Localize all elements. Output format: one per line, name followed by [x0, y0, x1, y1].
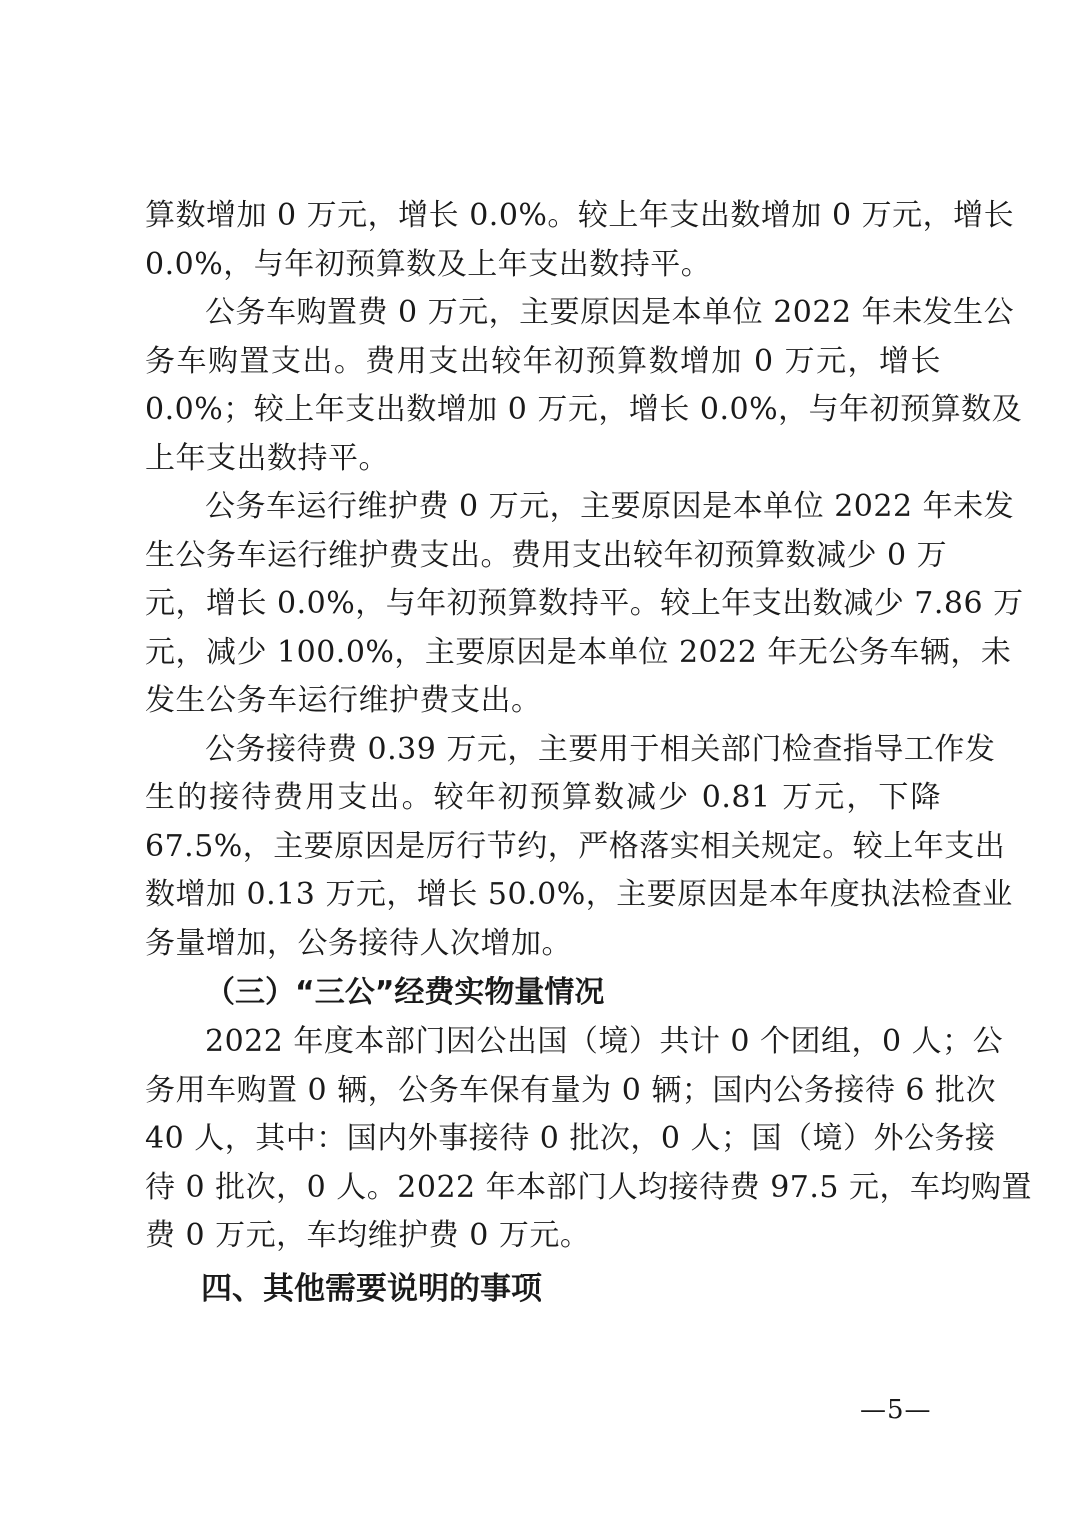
page-number: —5—	[860, 1395, 932, 1425]
text-line: 40 人，其中：国内外事接待 0 批次，0 人；国（境）外公务接	[145, 1121, 996, 1156]
paragraph-car-budget-summary	[145, 192, 1015, 289]
text-line: 生公务车运行维护费支出。费用支出较年初预算数减少 0 万	[145, 537, 948, 573]
paragraph-car-purchase	[145, 289, 1023, 483]
section-heading: 四、其他需要说明的事项	[201, 1270, 542, 1307]
text-line: 发生公务车运行维护费支出。	[145, 683, 542, 718]
paragraph-car-maintenance	[145, 483, 1024, 726]
text-line: 0.0%；较上年支出数增加 0 万元，增长 0.0%，与年初预算数及	[145, 392, 1023, 427]
text-line: 公务接待费 0.39 万元，主要用于相关部门检查指导工作发	[205, 731, 996, 767]
text-line: 待 0 批次，0 人。2022 年本部门人均接待费 97.5 元，车均购置	[145, 1169, 1033, 1205]
paragraph-physical-quantity	[145, 1018, 1033, 1261]
text-line: 算数增加 0 万元，增长 0.0%。较上年支出数增加 0 万元，增长	[145, 198, 1015, 233]
text-line: 公务车购置费 0 万元，主要原因是本单位 2022 年未发生公	[205, 295, 1015, 330]
text-line: 0.0%，与年初预算数及上年支出数持平。	[145, 246, 712, 282]
text-line: 费 0 万元，车均维护费 0 万元。	[145, 1218, 591, 1253]
text-line: 公务车运行维护费 0 万元，主要原因是本单位 2022 年未发	[205, 489, 1015, 524]
text-line: 元，减少 100.0%，主要原因是本单位 2022 年无公务车辆，未	[145, 634, 1012, 670]
text-line: 务车购置支出。费用支出较年初预算数增加 0 万元，增长	[145, 343, 941, 379]
text-line: 上年支出数持平。	[145, 440, 389, 476]
document-page	[145, 192, 1033, 1317]
text-line: 务量增加，公务接待人次增加。	[145, 925, 572, 961]
text-line: 元，增长 0.0%，与年初预算数持平。较上年支出数减少 7.86 万	[145, 586, 1024, 621]
paragraph-reception	[145, 726, 1013, 969]
text-line: 67.5%，主要原因是厉行节约，严格落实相关规定。较上年支出	[145, 828, 1006, 864]
text-line: 数增加 0.13 万元，增长 50.0%，主要原因是本年度执法检查业	[145, 877, 1013, 912]
text-line: 务用车购置 0 辆，公务车保有量为 0 辆；国内公务接待 6 批次	[145, 1072, 996, 1108]
section-subheading: （三）“三公”经费实物量情况	[205, 975, 605, 1010]
text-line: 2022 年度本部门因公出国（境）共计 0 个团组，0 人；公	[205, 1024, 1004, 1059]
text-line: 生的接待费用支出。较年初预算数减少 0.81 万元，下降	[145, 780, 941, 815]
